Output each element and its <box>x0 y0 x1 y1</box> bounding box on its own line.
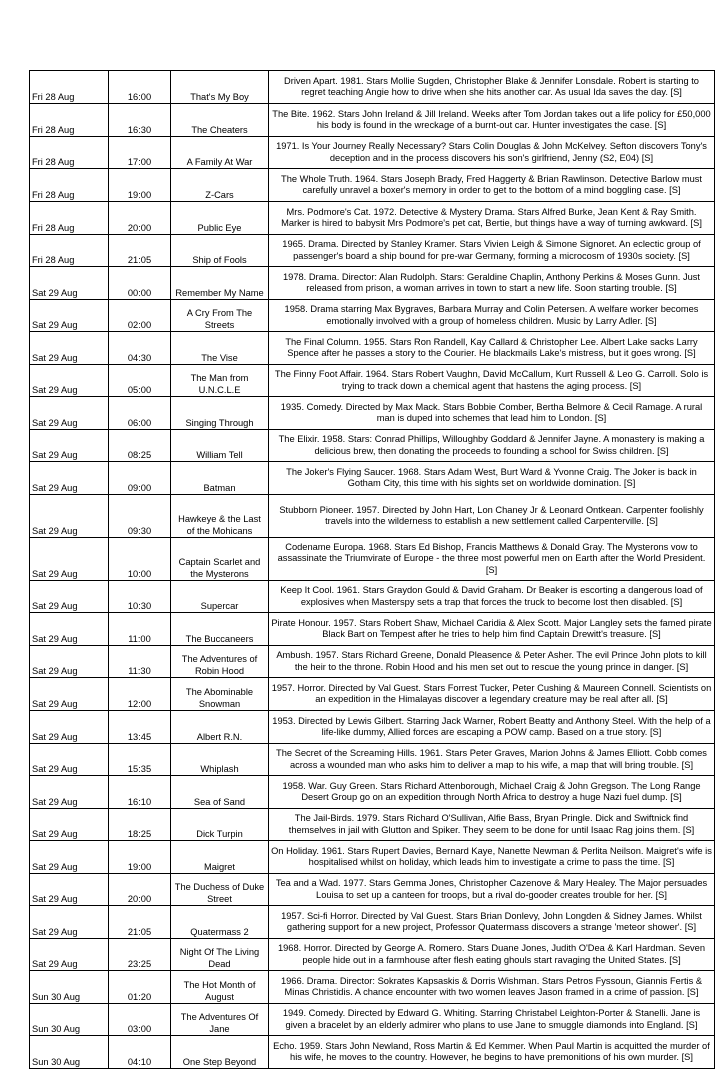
table-row <box>30 104 715 137</box>
schedule-time: 17:00 <box>109 137 171 169</box>
schedule-table <box>29 70 715 1069</box>
programme-title: William Tell <box>171 430 269 462</box>
programme-description: 1978. Drama. Director: Alan Rudolph. Stars: Geraldine Chaplin, Anthony Perkins & Moses Gunn. Just released from prison, a woman arrives in town to start a new life. Soon starting trouble. [S] <box>269 267 715 300</box>
schedule-day: Sat 29 Aug <box>30 809 109 841</box>
schedule-day: Sat 29 Aug <box>30 267 109 300</box>
programme-description: 1965. Drama. Directed by Stanley Kramer. Stars Vivien Leigh & Simone Signoret. An eclectic group of passenger's board a ship bound for pre-war Germany, forming a microcosm of 1930s society. [S] <box>269 235 715 267</box>
schedule-time: 01:20 <box>109 971 171 1004</box>
schedule-day: Fri 28 Aug <box>30 235 109 267</box>
table-row <box>30 137 715 169</box>
programme-description: The Jail-Birds. 1979. Stars Richard O'Sullivan, Alfie Bass, Bryan Pringle. Dick and Swiftnick find themselves in jail with Glutton and Spiker. They seem to be done for until Isaac Rag joins them. [S] <box>269 809 715 841</box>
table-row <box>30 169 715 202</box>
programme-title: Hawkeye & the Last of the Mohicans <box>171 495 269 538</box>
table-row <box>30 906 715 939</box>
programme-title: Sea of Sand <box>171 776 269 809</box>
schedule-time: 21:05 <box>109 906 171 939</box>
programme-title: Supercar <box>171 581 269 613</box>
programme-description: 1968. Horror. Directed by George A. Romero. Stars Duane Jones, Judith O'Dea & Karl Hardman. Seven people hide out in a farmhouse after flesh eating ghouls start ravaging the United States. [S] <box>269 939 715 971</box>
programme-title: The Vise <box>171 332 269 365</box>
programme-title: That's My Boy <box>171 71 269 104</box>
table-row <box>30 874 715 906</box>
programme-description: On Holiday. 1961. Stars Rupert Davies, Bernard Kaye, Nanette Newman & Perlita Neilson. Maigret's wife is hospitalised whilst on holiday, which leads him to investigate a crime to pass the time. [S] <box>269 841 715 874</box>
schedule-day: Sat 29 Aug <box>30 906 109 939</box>
programme-description: The Final Column. 1955. Stars Ron Randell, Kay Callard & Christopher Lee. Albert Lake sacks Larry Spence after he passes a story to the Courier. He blackmails Lake's mistress, but it goes wrong. [S] <box>269 332 715 365</box>
table-row <box>30 841 715 874</box>
programme-description: The Whole Truth. 1964. Stars Joseph Brady, Fred Haggerty & Brian Rawlinson. Detective Barlow must carefully unravel a boxer's memory in order to get to the bottom of a mind boggling case. [S] <box>269 169 715 202</box>
schedule-time: 16:00 <box>109 71 171 104</box>
programme-description: 1935. Comedy. Directed by Max Mack. Stars Bobbie Comber, Bertha Belmore & Cecil Ramage. A rural man is duped into schemes that lead him to London. [S] <box>269 397 715 430</box>
schedule-time: 09:00 <box>109 462 171 495</box>
programme-title: Dick Turpin <box>171 809 269 841</box>
schedule-time: 23:25 <box>109 939 171 971</box>
programme-title: One Step Beyond <box>171 1036 269 1069</box>
programme-description: 1971. Is Your Journey Really Necessary? Stars Colin Douglas & John McKelvey. Sefton discovers Tony's deception and in the process discovers his son's girlfriend, Jenny (S2, E04) [S] <box>269 137 715 169</box>
schedule-time: 16:10 <box>109 776 171 809</box>
schedule-day: Sat 29 Aug <box>30 841 109 874</box>
programme-title: Albert R.N. <box>171 711 269 744</box>
programme-title: Maigret <box>171 841 269 874</box>
programme-description: The Secret of the Screaming Hills. 1961. Stars Peter Graves, Marion Johns & James Elliott. Cobb comes across a wounded man who asks him to deliver a map to his wife, a map that will bring trouble. [S] <box>269 744 715 776</box>
schedule-day: Sat 29 Aug <box>30 495 109 538</box>
programme-description: Echo. 1959. Stars John Newland, Ross Martin & Ed Kemmer. When Paul Martin is acquitted the murder of his wife, he moves to the country. However, he begins to have premonitions of his own murder. [S] <box>269 1036 715 1069</box>
table-row <box>30 267 715 300</box>
schedule-time: 04:30 <box>109 332 171 365</box>
schedule-time: 20:00 <box>109 202 171 235</box>
schedule-time: 19:00 <box>109 841 171 874</box>
programme-description: 1957. Sci-fi Horror. Directed by Val Guest. Stars Brian Donlevy, John Longden & Sidney James. Whilst gathering support for a new project, Professor Quatermass discovers a strange 'meteor shower'. [S] <box>269 906 715 939</box>
schedule-day: Sun 30 Aug <box>30 971 109 1004</box>
schedule-day: Sat 29 Aug <box>30 462 109 495</box>
programme-title: Whiplash <box>171 744 269 776</box>
schedule-time: 08:25 <box>109 430 171 462</box>
table-row <box>30 1004 715 1036</box>
schedule-day: Fri 28 Aug <box>30 71 109 104</box>
table-row <box>30 430 715 462</box>
schedule-day: Sat 29 Aug <box>30 300 109 332</box>
programme-description: Codename Europa. 1968. Stars Ed Bishop, Francis Matthews & Donald Gray. The Mysterons vow to assassinate the Triumvirate of Europe - the three most powerful men on Earth after the World President. [S] <box>269 538 715 581</box>
programme-description: 1958. War. Guy Green. Stars Richard Attenborough, Michael Craig & John Gregson. The Long Range Desert Group go on an expedition through North Africa to destroy a huge Nazi fuel dump. [S] <box>269 776 715 809</box>
programme-title: The Cheaters <box>171 104 269 137</box>
table-row <box>30 538 715 581</box>
table-row <box>30 939 715 971</box>
schedule-time: 10:00 <box>109 538 171 581</box>
schedule-time: 06:00 <box>109 397 171 430</box>
schedule-time: 11:30 <box>109 646 171 678</box>
programme-title: The Adventures of Robin Hood <box>171 646 269 678</box>
programme-description: 1953. Directed by Lewis Gilbert. Starring Jack Warner, Robert Beatty and Anthony Steel. With the help of a life-like dummy, Allied forces are escaping a POW camp. Based on a true story. [S] <box>269 711 715 744</box>
schedule-day: Sat 29 Aug <box>30 538 109 581</box>
programme-title: Night Of The Living Dead <box>171 939 269 971</box>
table-row <box>30 332 715 365</box>
schedule-body <box>30 71 715 1069</box>
schedule-day: Sun 30 Aug <box>30 1004 109 1036</box>
schedule-day: Sat 29 Aug <box>30 711 109 744</box>
schedule-day: Fri 28 Aug <box>30 104 109 137</box>
programme-description: Mrs. Podmore's Cat. 1972. Detective & Mystery Drama. Stars Alfred Burke, Jean Kent & Ray Smith. Marker is hired to babysit Mrs Podmore's pet cat, Bertie, but things have a way of turning awkward. [S] <box>269 202 715 235</box>
schedule-day: Sat 29 Aug <box>30 646 109 678</box>
schedule-day: Sat 29 Aug <box>30 776 109 809</box>
programme-description: 1949. Comedy. Directed by Edward G. Whiting. Starring Christabel Leighton-Porter & Stanelli. Jane is given a bracelet by an elderly admirer who plans to use Jane to smuggle diamonds into England. [S] <box>269 1004 715 1036</box>
schedule-time: 12:00 <box>109 678 171 711</box>
schedule-time: 04:10 <box>109 1036 171 1069</box>
schedule-day: Fri 28 Aug <box>30 169 109 202</box>
schedule-day: Sat 29 Aug <box>30 874 109 906</box>
programme-title: Remember My Name <box>171 267 269 300</box>
table-row <box>30 711 715 744</box>
schedule-time: 15:35 <box>109 744 171 776</box>
table-row <box>30 71 715 104</box>
programme-description: The Joker's Flying Saucer. 1968. Stars Adam West, Burt Ward & Yvonne Craig. The Joker is back in Gotham City, this time with his sights set on worldwide domination. [S] <box>269 462 715 495</box>
table-row <box>30 495 715 538</box>
schedule-time: 21:05 <box>109 235 171 267</box>
table-row <box>30 776 715 809</box>
programme-title: The Duchess of Duke Street <box>171 874 269 906</box>
schedule-time: 16:30 <box>109 104 171 137</box>
schedule-day: Sat 29 Aug <box>30 678 109 711</box>
programme-title: Quatermass 2 <box>171 906 269 939</box>
programme-title: Public Eye <box>171 202 269 235</box>
table-row <box>30 971 715 1004</box>
programme-title: Batman <box>171 462 269 495</box>
schedule-day: Sat 29 Aug <box>30 939 109 971</box>
table-row <box>30 744 715 776</box>
table-row <box>30 397 715 430</box>
programme-title: A Cry From The Streets <box>171 300 269 332</box>
programme-title: Singing Through <box>171 397 269 430</box>
schedule-time: 11:00 <box>109 613 171 646</box>
programme-description: Ambush. 1957. Stars Richard Greene, Donald Pleasence & Peter Asher. The evil Prince John plots to kill the heir to the throne. Robin Hood and his men set out to rescue the young prince in danger. [S] <box>269 646 715 678</box>
programme-title: Captain Scarlet and the Mysterons <box>171 538 269 581</box>
schedule-day: Fri 28 Aug <box>30 137 109 169</box>
programme-description: Tea and a Wad. 1977. Stars Gemma Jones, Christopher Cazenove & Mary Healey. The Major persuades Louisa to set up a canteen for troops, but a rival do-gooder creates trouble for her. [S] <box>269 874 715 906</box>
schedule-day: Fri 28 Aug <box>30 202 109 235</box>
schedule-time: 02:00 <box>109 300 171 332</box>
programme-title: Ship of Fools <box>171 235 269 267</box>
schedule-day: Sun 30 Aug <box>30 1036 109 1069</box>
schedule-day: Sat 29 Aug <box>30 581 109 613</box>
schedule-time: 13:45 <box>109 711 171 744</box>
programme-description: Pirate Honour. 1957. Stars Robert Shaw, Michael Caridia & Alex Scott. Major Langley sets the famed pirate Black Bart on Tempest after he tries to help him find Captain Drewitt's treasure. [S] <box>269 613 715 646</box>
programme-description: Keep It Cool. 1961. Stars Graydon Gould & David Graham. Dr Beaker is escorting a dangerous load of explosives when Masterspy sets a trap that forces the truck to become lost then disabled. [S] <box>269 581 715 613</box>
programme-description: The Elixir. 1958. Stars: Conrad Phillips, Willoughby Goddard & Jennifer Jayne. A monastery is making a delicious brew, then donating the proceeds to founding a school for Swiss children. [S] <box>269 430 715 462</box>
programme-title: The Buccaneers <box>171 613 269 646</box>
programme-description: Driven Apart. 1981. Stars Mollie Sugden, Christopher Blake & Jennifer Lonsdale. Robert is starting to regret teaching Angie how to drive when she hits another car. As usual Ida saves the day. [S] <box>269 71 715 104</box>
table-row <box>30 646 715 678</box>
schedule-time: 20:00 <box>109 874 171 906</box>
table-row <box>30 235 715 267</box>
schedule-day: Sat 29 Aug <box>30 332 109 365</box>
schedule-time: 03:00 <box>109 1004 171 1036</box>
schedule-day: Sat 29 Aug <box>30 613 109 646</box>
programme-description: The Finny Foot Affair. 1964. Stars Robert Vaughn, David McCallum, Kurt Russell & Leo G. Carroll. Solo is trying to track down a chemical agent that hastens the aging process. [S] <box>269 365 715 397</box>
programme-description: 1957. Horror. Directed by Val Guest. Stars Forrest Tucker, Peter Cushing & Maureen Connell. Scientists on an expedition in the Himalayas discover a legendary creature may be real after all. [S] <box>269 678 715 711</box>
table-row <box>30 462 715 495</box>
table-row <box>30 365 715 397</box>
schedule-time: 00:00 <box>109 267 171 300</box>
programme-title: The Hot Month of August <box>171 971 269 1004</box>
schedule-time: 18:25 <box>109 809 171 841</box>
schedule-time: 19:00 <box>109 169 171 202</box>
schedule-time: 05:00 <box>109 365 171 397</box>
programme-title: The Adventures Of Jane <box>171 1004 269 1036</box>
programme-title: A Family At War <box>171 137 269 169</box>
programme-title: The Man from U.N.C.L.E <box>171 365 269 397</box>
schedule-day: Sat 29 Aug <box>30 397 109 430</box>
table-row <box>30 1036 715 1069</box>
programme-description: The Bite. 1962. Stars John Ireland & Jill Ireland. Weeks after Tom Jordan takes out a life policy for £50,000 his body is found in the wreckage of a burnt-out car. Hunter investigates the case. [S] <box>269 104 715 137</box>
table-row <box>30 202 715 235</box>
table-row <box>30 678 715 711</box>
schedule-time: 09:30 <box>109 495 171 538</box>
programme-title: Z-Cars <box>171 169 269 202</box>
table-row <box>30 613 715 646</box>
table-row <box>30 300 715 332</box>
programme-description: 1958. Drama starring Max Bygraves, Barbara Murray and Colin Petersen. A welfare worker becomes emotionally involved with a group of homeless children. Music by Larry Adler. [S] <box>269 300 715 332</box>
table-row <box>30 809 715 841</box>
programme-description: Stubborn Pioneer. 1957. Directed by John Hart, Lon Chaney Jr & Leonard Ontkean. Carpenter foolishly travels into the wilderness to establish a new settlement called Carpenterville. [S] <box>269 495 715 538</box>
schedule-day: Sat 29 Aug <box>30 430 109 462</box>
schedule-day: Sat 29 Aug <box>30 744 109 776</box>
table-row <box>30 581 715 613</box>
programme-description: 1966. Drama. Director: Sokrates Kapsaskis & Dorris Wishman. Stars Petros Fyssoun, Giannis Fertis & Minas Christidis. A chance encounter with two women leaves Jason framed in a crime of passion. [S] <box>269 971 715 1004</box>
schedule-time: 10:30 <box>109 581 171 613</box>
schedule-day: Sat 29 Aug <box>30 365 109 397</box>
programme-title: The Abominable Snowman <box>171 678 269 711</box>
